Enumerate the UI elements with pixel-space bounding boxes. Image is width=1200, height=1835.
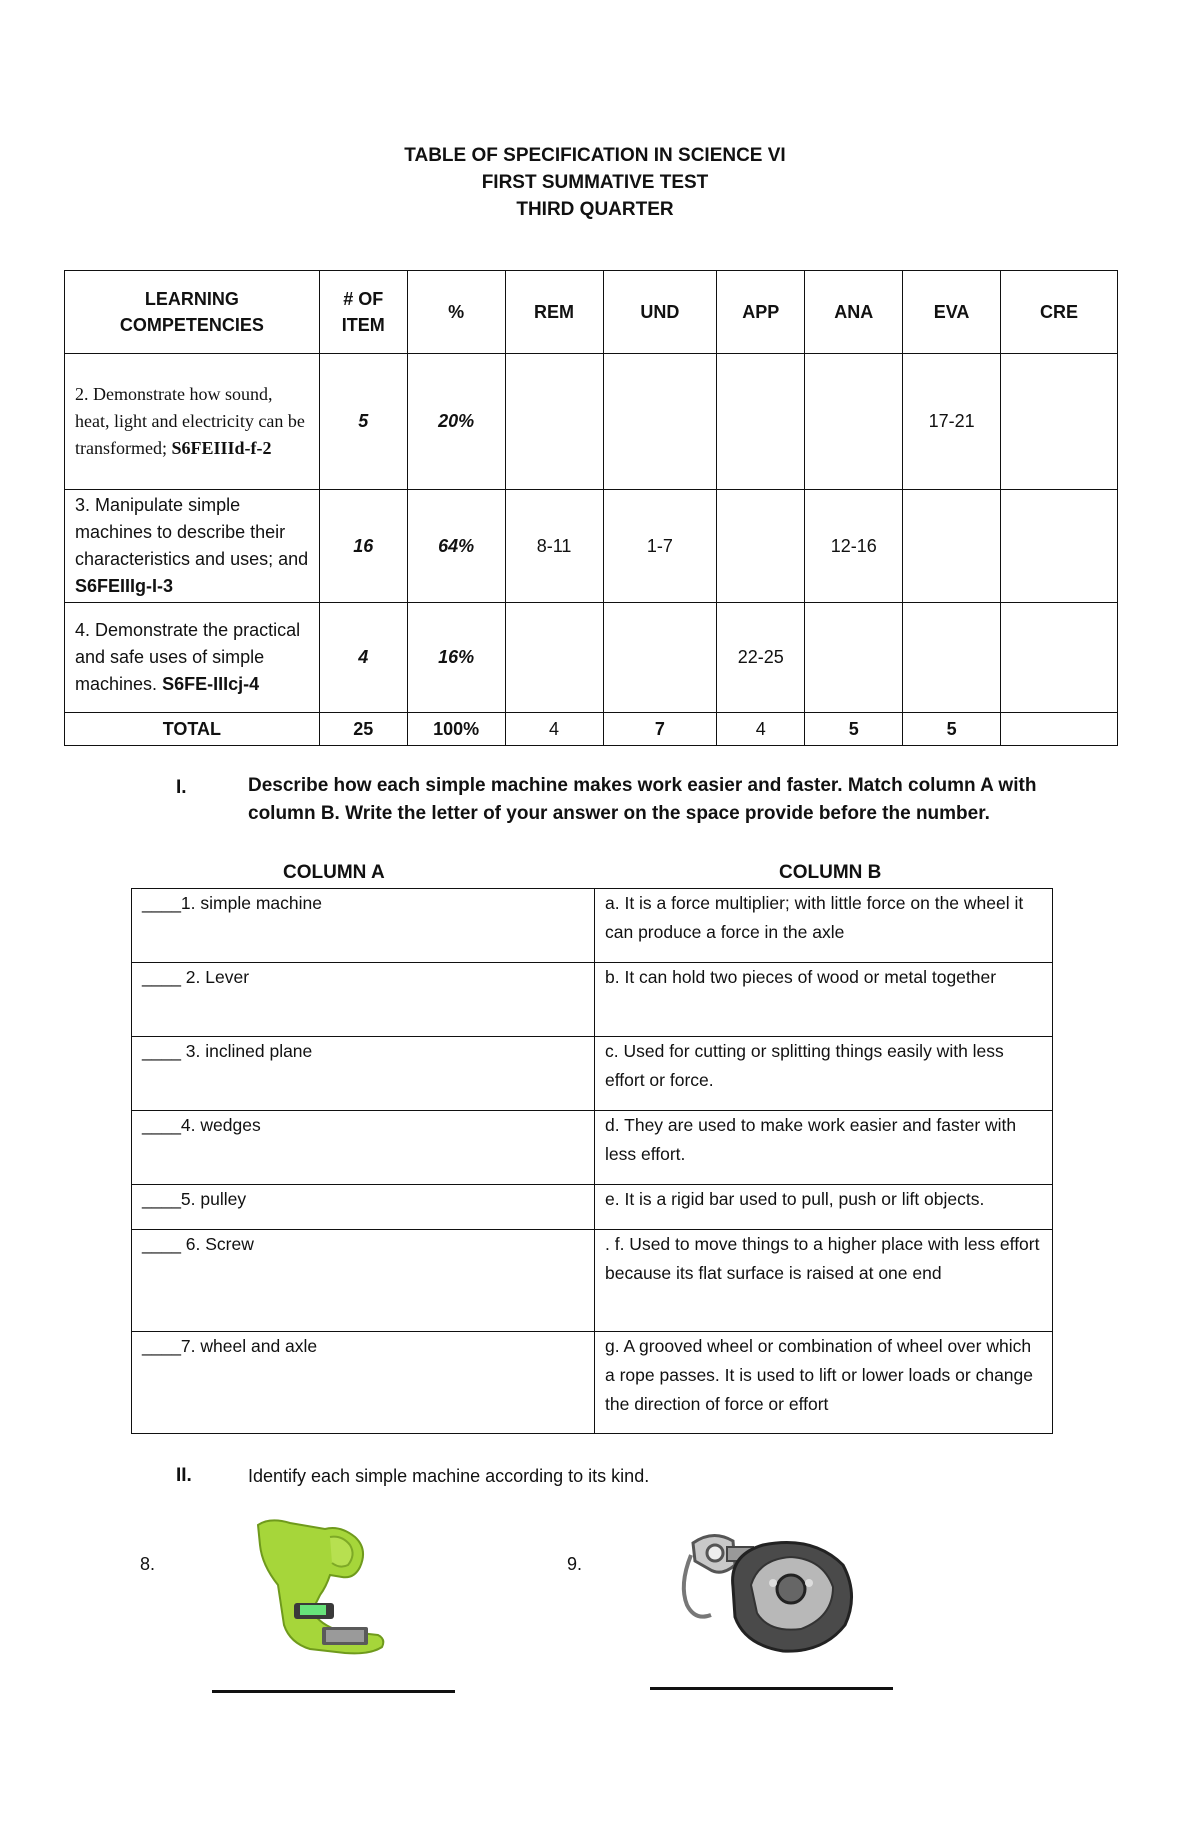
table-row: [132, 889, 1053, 963]
document-title: [0, 142, 1190, 223]
rem-cell: 8-11: [505, 490, 603, 603]
column-b-item: a. It is a force multiplier; with little force on the wheel it can produce a force in the axle: [595, 889, 1053, 963]
table-header-row: [65, 271, 1118, 354]
und-cell: [603, 354, 717, 490]
column-a-item: ____4. wedges: [132, 1111, 595, 1185]
column-a-item: ____ 3. inclined plane: [132, 1037, 595, 1111]
column-a-item: ____5. pulley: [132, 1185, 595, 1230]
total-cre: [1001, 713, 1118, 746]
ana-cell: [805, 603, 903, 713]
header-items: # OF ITEM: [319, 271, 407, 354]
header-ana: ANA: [805, 271, 903, 354]
column-b-heading: COLUMN B: [779, 862, 882, 883]
column-a-item: ____7. wheel and axle: [132, 1332, 595, 1434]
part2-instruction: Identify each simple machine according to its kind.: [248, 1466, 650, 1486]
total-und: 7: [603, 713, 717, 746]
column-b-item: b. It can hold two pieces of wood or metal together: [595, 963, 1053, 1037]
competency-cell: 2. Demonstrate how sound, heat, light and electricity can be transformed; S6FEIIId-f-2: [65, 354, 320, 490]
cre-cell: [1001, 603, 1118, 713]
column-b-item: e. It is a rigid bar used to pull, push or lift objects.: [595, 1185, 1053, 1230]
header-eva: EVA: [903, 271, 1001, 354]
items-cell: 5: [319, 354, 407, 490]
total-row: [65, 713, 1118, 746]
table-row: [65, 603, 1118, 713]
table-row: [65, 354, 1118, 490]
item-8-number: 8.: [140, 1554, 156, 1574]
header-app: APP: [717, 271, 805, 354]
eva-cell: 17-21: [903, 354, 1001, 490]
table-row: [132, 963, 1053, 1037]
percent-cell: 64%: [407, 490, 505, 603]
items-cell: 16: [319, 490, 407, 603]
column-a-item: ____ 2. Lever: [132, 963, 595, 1037]
item-9-answer-line: [650, 1687, 893, 1690]
ana-cell: 12-16: [805, 490, 903, 603]
column-b-item: g. A grooved wheel or combination of wheel over which a rope passes. It is used to lift or lower loads or change the direction of force or effort: [595, 1332, 1053, 1434]
column-b-item: c. Used for cutting or splitting things easily with less effort or force.: [595, 1037, 1053, 1111]
header-percent: %: [407, 271, 505, 354]
column-b-item: . f. Used to move things to a higher place with less effort because its flat surface is raised at one end: [595, 1230, 1053, 1332]
part1-numeral: I.: [176, 777, 187, 798]
title-line-2: FIRST SUMMATIVE TEST: [481, 172, 709, 193]
app-cell: [717, 354, 805, 490]
eva-cell: [903, 490, 1001, 603]
total-label: TOTAL: [65, 713, 320, 746]
header-und: UND: [603, 271, 717, 354]
eva-cell: [903, 603, 1001, 713]
app-cell: [717, 490, 805, 603]
stapler-image: [250, 1515, 400, 1660]
total-items: 25: [319, 713, 407, 746]
title-line-1: TABLE OF SPECIFICATION IN SCIENCE VI: [404, 145, 786, 166]
table-row: [65, 490, 1118, 603]
title-line-3: THIRD QUARTER: [516, 199, 674, 220]
ana-cell: [805, 354, 903, 490]
total-eva: 5: [903, 713, 1001, 746]
header-competencies: LEARNING COMPETENCIES: [65, 271, 320, 354]
header-rem: REM: [505, 271, 603, 354]
table-row: [132, 1111, 1053, 1185]
total-app: 4: [717, 713, 805, 746]
item-8-answer-line: [212, 1690, 455, 1693]
part1-instruction: Describe how each simple machine makes work easier and faster. Match column A with column B. Write the letter of your answer on the space provide before the number.: [248, 775, 1037, 824]
part2-numeral: II.: [176, 1465, 192, 1486]
total-ana: 5: [805, 713, 903, 746]
column-b-item: d. They are used to make work easier and faster with less effort.: [595, 1111, 1053, 1185]
column-a-heading: COLUMN A: [283, 862, 385, 883]
rem-cell: [505, 354, 603, 490]
table-row: [132, 1037, 1053, 1111]
competency-cell: 4. Demonstrate the practical and safe uses of simple machines. S6FE-IIIcj-4: [65, 603, 320, 713]
und-cell: 1-7: [603, 490, 717, 603]
header-cre: CRE: [1001, 271, 1118, 354]
competency-cell: 3. Manipulate simple machines to describe their characteristics and uses; and S6FEIIIg-I-3: [65, 490, 320, 603]
table-row: [132, 1185, 1053, 1230]
column-a-item: ____1. simple machine: [132, 889, 595, 963]
specification-table: [64, 270, 1118, 746]
total-percent: 100%: [407, 713, 505, 746]
und-cell: [603, 603, 717, 713]
percent-cell: 16%: [407, 603, 505, 713]
app-cell: 22-25: [717, 603, 805, 713]
column-a-item: ____ 6. Screw: [132, 1230, 595, 1332]
cre-cell: [1001, 490, 1118, 603]
table-row: [132, 1230, 1053, 1332]
items-cell: 4: [319, 603, 407, 713]
total-rem: 4: [505, 713, 603, 746]
cre-cell: [1001, 354, 1118, 490]
item-9-number: 9.: [567, 1554, 583, 1574]
pulley-block-image: [673, 1525, 863, 1660]
matching-table: [131, 888, 1053, 1434]
percent-cell: 20%: [407, 354, 505, 490]
table-row: [132, 1332, 1053, 1434]
rem-cell: [505, 603, 603, 713]
